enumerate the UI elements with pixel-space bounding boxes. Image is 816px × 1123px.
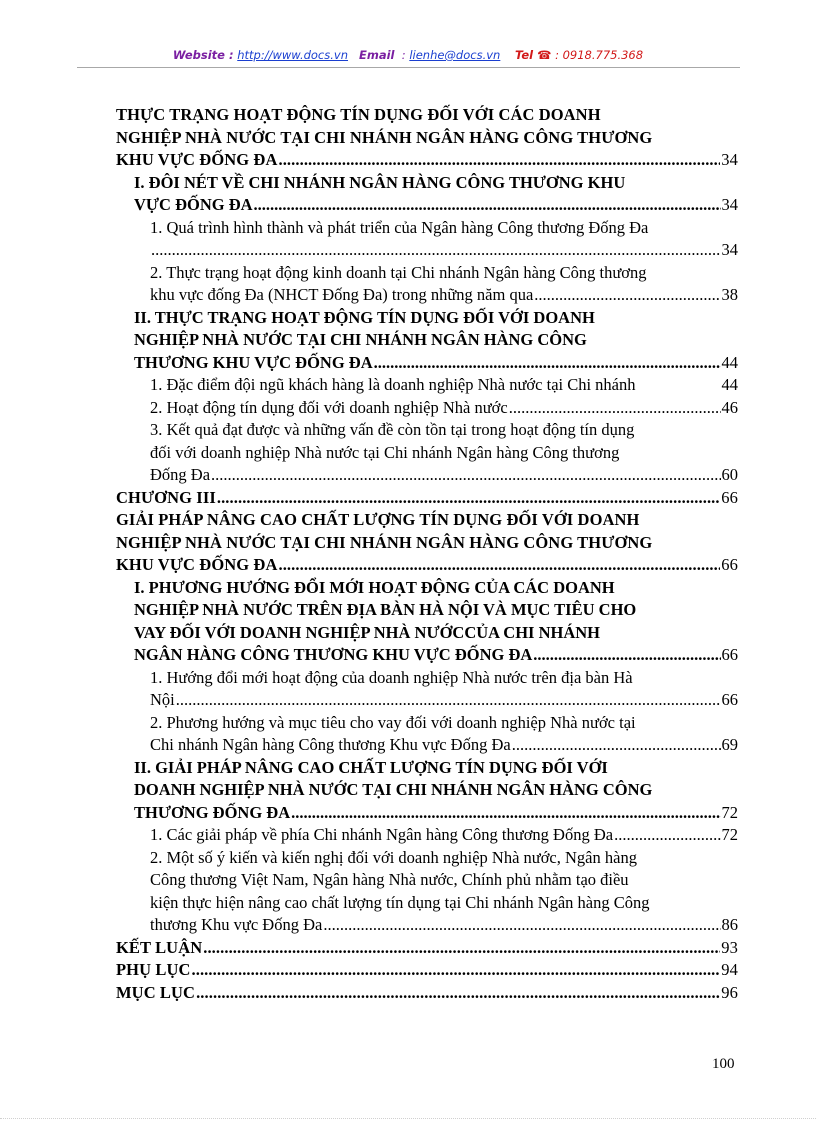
toc-entry[interactable] bbox=[116, 397, 738, 420]
toc-leader-dots bbox=[512, 734, 721, 757]
email-link[interactable]: lienhe@docs.vn bbox=[409, 48, 501, 62]
toc-entry-line: 1. Quá trình hình thành và phát triển của Ngân hàng Công thương Đống Đa bbox=[150, 217, 649, 237]
toc-page-number: 34 bbox=[721, 240, 738, 259]
toc-page-number: 69 bbox=[721, 735, 738, 754]
tel-label: Tel ☎ bbox=[514, 48, 552, 62]
toc-entry[interactable] bbox=[116, 937, 738, 960]
toc-entry-line: I. PHƯƠNG HƯỚNG ĐỔI MỚI HOẠT ĐỘNG CỦA CÁC DOANH bbox=[134, 577, 615, 597]
toc-page-number: 86 bbox=[721, 915, 738, 934]
toc-leader-dots bbox=[217, 487, 720, 510]
toc-entry-title: THƯƠNG ĐỐNG ĐA bbox=[134, 802, 291, 822]
footer-divider bbox=[0, 1118, 816, 1119]
toc-entry-title: KHU VỰC ĐỐNG ĐA bbox=[116, 150, 278, 169]
toc-page-number: 94 bbox=[721, 960, 738, 979]
toc-entry-title: 2. Hoạt động tín dụng đối với doanh nghiệp Nhà nước bbox=[150, 397, 508, 417]
toc-entry-title: THƯƠNG KHU VỰC ĐỐNG ĐA bbox=[134, 352, 373, 372]
toc-entry-last-line bbox=[150, 397, 738, 420]
toc-leader-dots bbox=[211, 464, 720, 487]
toc-entry-line: NGHIỆP NHÀ NƯỚC TẠI CHI NHÁNH NGÂN HÀNG CÔNG bbox=[134, 330, 587, 349]
toc-entry-line: DOANH NGHIỆP NHÀ NƯỚC TẠI CHI NHÁNH NGÂN HÀNG CÔNG bbox=[134, 780, 653, 799]
toc-entry-last-line bbox=[150, 374, 738, 397]
toc-entry[interactable] bbox=[116, 824, 738, 847]
toc-leader-dots bbox=[534, 284, 720, 307]
toc-entry-title: thương Khu vực Đống Đa bbox=[150, 915, 323, 934]
toc-entry[interactable] bbox=[116, 262, 738, 307]
toc-entry-line: NGHIỆP NHÀ NƯỚC TẠI CHI NHÁNH NGÂN HÀNG CÔNG THƯƠNG bbox=[116, 127, 653, 147]
toc-entry-last-line bbox=[134, 644, 738, 667]
toc-entry[interactable] bbox=[116, 667, 738, 712]
page-header bbox=[0, 48, 816, 62]
toc-leader-dots bbox=[196, 982, 720, 1005]
email-label: Email bbox=[358, 48, 395, 62]
toc-entry-last-line bbox=[150, 689, 738, 712]
toc-entry-line: II. GIẢI PHÁP NÂNG CAO CHẤT LƯỢNG TÍN DỤNG ĐỐI VỚI bbox=[134, 757, 608, 777]
email-separator: : bbox=[401, 48, 406, 62]
toc-entry-title: PHỤ LỤC bbox=[116, 960, 191, 979]
toc-entry-last-line bbox=[150, 284, 738, 307]
toc-entry-last-line bbox=[150, 734, 738, 757]
toc-entry-line: I. ĐÔI NÉT VỀ CHI NHÁNH NGÂN HÀNG CÔNG THƯƠNG KHU bbox=[134, 172, 626, 192]
toc-entry-line: 2. Thực trạng hoạt động kinh doanh tại Chi nhánh Ngân hàng Công thương bbox=[150, 262, 647, 282]
toc-entry-last-line bbox=[134, 802, 738, 825]
toc-leader-dots bbox=[254, 194, 721, 217]
toc-entry-last-line bbox=[116, 937, 738, 960]
toc-entry-last-line bbox=[134, 194, 738, 217]
toc-page-number: 66 bbox=[721, 690, 738, 709]
toc-page-number: 96 bbox=[721, 982, 738, 1002]
toc-page-number: 34 bbox=[721, 195, 738, 214]
toc-entry[interactable] bbox=[116, 982, 738, 1005]
toc-entry[interactable] bbox=[116, 509, 738, 577]
toc-entry[interactable] bbox=[116, 712, 738, 757]
toc-entry-title: khu vực đống Đa (NHCT Đống Đa) trong những năm qua bbox=[150, 285, 534, 304]
toc-entry-title: 1. Các giải pháp về phía Chi nhánh Ngân hàng Công thương Đống Đa bbox=[150, 825, 614, 844]
toc-entry-line: đối với doanh nghiệp Nhà nước tại Chi nhánh Ngân hàng Công thương bbox=[150, 442, 620, 462]
toc-entry-last-line bbox=[150, 824, 738, 847]
toc-entry-title: KHU VỰC ĐỐNG ĐA bbox=[116, 555, 278, 574]
toc-entry-last-line bbox=[116, 959, 738, 982]
toc-entry[interactable] bbox=[116, 374, 738, 397]
toc-entry-last-line bbox=[116, 554, 738, 577]
toc-leader-dots bbox=[203, 937, 720, 960]
toc-entry-line: VAY ĐỐI VỚI DOANH NGHIỆP NHÀ NƯỚCCỦA CHI NHÁNH bbox=[134, 622, 601, 642]
toc-entry-title: VỰC ĐỐNG ĐA bbox=[134, 195, 253, 214]
toc-leader-dots bbox=[509, 397, 721, 420]
toc-entry-line: 2. Một số ý kiến và kiến nghị đối với doanh nghiệp Nhà nước, Ngân hàng bbox=[150, 847, 637, 867]
toc-entry-last-line bbox=[150, 914, 738, 937]
toc-entry[interactable] bbox=[116, 577, 738, 667]
toc-leader-dots bbox=[533, 644, 720, 667]
tel-value: : 0918.775.368 bbox=[555, 48, 644, 62]
toc-page-number: 66 bbox=[721, 645, 738, 664]
toc-entry-title: Chi nhánh Ngân hàng Công thương Khu vực Đống Đa bbox=[150, 735, 511, 754]
toc-leader-dots bbox=[614, 824, 720, 847]
toc-page-number: 72 bbox=[721, 825, 738, 844]
toc-page-number: 46 bbox=[721, 397, 738, 417]
toc-entry-line: Công thương Việt Nam, Ngân hàng Nhà nước, Chính phủ nhằm tạo điều bbox=[150, 870, 629, 889]
website-label: Website : bbox=[172, 48, 234, 62]
table-of-contents bbox=[116, 104, 738, 1004]
toc-entry-title: Nội bbox=[150, 690, 175, 709]
toc-entry-last-line bbox=[150, 239, 738, 262]
toc-page-number: 66 bbox=[721, 487, 738, 507]
toc-entry-last-line bbox=[134, 352, 738, 375]
toc-entry-title: KẾT LUẬN bbox=[116, 937, 203, 957]
toc-entry-last-line bbox=[116, 982, 738, 1005]
toc-entry-line: 1. Hướng đổi mới hoạt động của doanh nghiệp Nhà nước trên địa bàn Hà bbox=[150, 667, 633, 687]
toc-entry-last-line bbox=[150, 464, 738, 487]
toc-entry[interactable] bbox=[116, 172, 738, 217]
toc-leader-dots bbox=[278, 554, 720, 577]
toc-page-number: 93 bbox=[721, 937, 738, 957]
toc-leader-dots bbox=[323, 914, 720, 937]
toc-entry-title: MỤC LỤC bbox=[116, 982, 196, 1002]
toc-entry[interactable] bbox=[116, 757, 738, 825]
toc-page-number: 66 bbox=[721, 555, 738, 574]
toc-entry-line: kiện thực hiện nâng cao chất lượng tín dụng tại Chi nhánh Ngân hàng Công bbox=[150, 892, 650, 912]
toc-leader-dots bbox=[374, 352, 721, 375]
website-link[interactable]: http://www.docs.vn bbox=[237, 48, 349, 62]
toc-entry-line: NGHIỆP NHÀ NƯỚC TẠI CHI NHÁNH NGÂN HÀNG CÔNG THƯƠNG bbox=[116, 532, 653, 552]
toc-entry-last-line bbox=[116, 487, 738, 510]
toc-page-number: 72 bbox=[721, 802, 738, 822]
toc-page-number: 44 bbox=[721, 352, 738, 372]
toc-entry[interactable] bbox=[116, 217, 738, 262]
toc-entry[interactable] bbox=[116, 487, 738, 510]
toc-entry-last-line bbox=[116, 149, 738, 172]
toc-entry[interactable] bbox=[116, 419, 738, 487]
toc-page-number: 34 bbox=[721, 150, 738, 169]
toc-leader-dots bbox=[176, 689, 721, 712]
toc-page-number: 38 bbox=[721, 285, 738, 304]
toc-entry[interactable] bbox=[116, 104, 738, 172]
toc-entry-title: 1. Đặc điểm đội ngũ khách hàng là doanh nghiệp Nhà nước tại Chi nhánh bbox=[150, 375, 636, 394]
toc-entry-title: NGÂN HÀNG CÔNG THƯƠNG KHU VỰC ĐỐNG ĐA bbox=[134, 645, 533, 664]
toc-entry-line: GIẢI PHÁP NÂNG CAO CHẤT LƯỢNG TÍN DỤNG ĐỐI VỚI DOANH bbox=[116, 510, 640, 529]
toc-entry-line: II. THỰC TRẠNG HOẠT ĐỘNG TÍN DỤNG ĐỐI VỚI DOANH bbox=[134, 307, 595, 327]
toc-entry[interactable] bbox=[116, 307, 738, 375]
toc-entry[interactable] bbox=[116, 959, 738, 982]
toc-page-number: 60 bbox=[721, 465, 738, 484]
toc-entry-line: 3. Kết quả đạt được và những vấn đề còn tồn tại trong hoạt động tín dụng bbox=[150, 420, 635, 439]
toc-entry-line: 2. Phương hướng và mục tiêu cho vay đối với doanh nghiệp Nhà nước tại bbox=[150, 712, 636, 732]
toc-page-number: 44 bbox=[721, 375, 738, 394]
toc-entry[interactable] bbox=[116, 847, 738, 937]
toc-leader-dots bbox=[151, 239, 721, 262]
toc-entry-line: NGHIỆP NHÀ NƯỚC TRÊN ĐỊA BÀN HÀ NỘI VÀ MỤC TIÊU CHO bbox=[134, 600, 637, 619]
toc-entry-title: CHƯƠNG III bbox=[116, 487, 216, 507]
toc-leader-dots bbox=[278, 149, 720, 172]
header-divider bbox=[77, 67, 740, 68]
toc-entry-line: THỰC TRẠNG HOẠT ĐỘNG TÍN DỤNG ĐỐI VỚI CÁC DOANH bbox=[116, 105, 601, 124]
page-number: 100 bbox=[712, 1056, 735, 1072]
toc-leader-dots bbox=[291, 802, 720, 825]
toc-leader-dots bbox=[192, 959, 721, 982]
toc-entry-title: Đống Đa bbox=[150, 465, 211, 484]
